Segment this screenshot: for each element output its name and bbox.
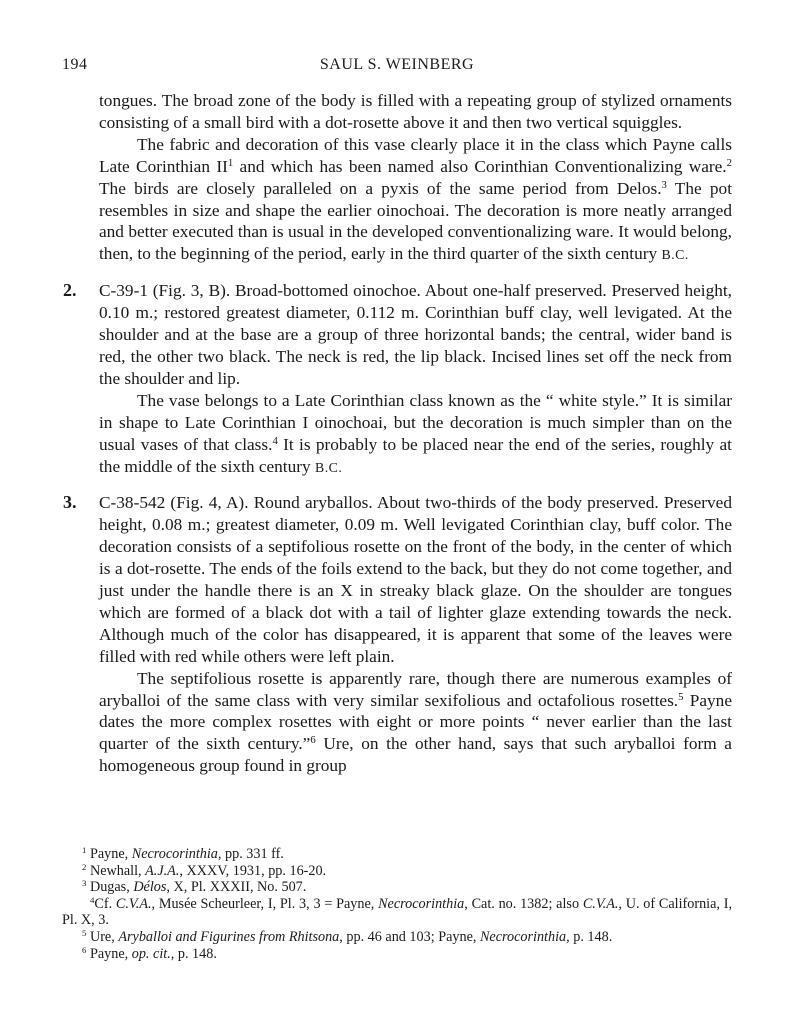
footnote-title: Necrocorinthia: [131, 846, 218, 862]
footnote-text: Payne,: [89, 846, 132, 862]
footnote-5: [62, 929, 732, 946]
footnote-title: C.V.A.: [115, 895, 152, 912]
footnote-number: 1: [82, 845, 87, 856]
era-abbreviation: B.C.: [314, 459, 343, 475]
paragraph-text: Ure, on the other hand, says that such aryballoi form a homogeneous group found in group: [99, 734, 732, 776]
footnote-ref[interactable]: 3: [661, 178, 667, 191]
footnote-text: , p. 148.: [170, 945, 217, 962]
footnote-text: , Musée Scheurleer, I, Pl. 3, 3 = Payne,: [151, 895, 379, 912]
paragraph-septifolious-rosette: [99, 668, 732, 778]
footnote-ref[interactable]: 4: [272, 434, 278, 447]
footnote-text: Ure,: [89, 928, 119, 945]
footnote-title: Aryballoi and Figurines from Rhitsona: [118, 928, 340, 945]
footnote-text: , X, Pl. XXXII, No. 507.: [166, 879, 307, 896]
era-abbreviation: B.C.: [661, 247, 689, 263]
footnote-number: 2: [82, 861, 87, 872]
footnote-title: op. cit.: [131, 945, 171, 962]
footnote-3: [62, 879, 732, 896]
paragraph-text: Payne dates the more complex rosettes with eight or more points “ never earlier than the last quarter of the sixth century.”: [99, 690, 732, 754]
footnote-text: , XXXV, 1931, pp. 16-20.: [179, 862, 327, 879]
footnote-ref[interactable]: 5: [678, 690, 684, 703]
footnote-ref[interactable]: 2: [726, 156, 732, 169]
footnote-ref[interactable]: 1: [227, 156, 234, 169]
paragraph-text: tongues. The broad zone of the body is filled with a repeating group of stylized ornaments consisting of a small bird with a dot-rosette above it and then two vertical squiggles.: [99, 91, 732, 132]
paragraph-text: The pot resembles in size and shape the earlier oinochoai. The decoration is more neatly arranged and better executed than is usual in the developed conventionalizing ware. It would belong, then, to the beginning of the period, early in the third quarter of the sixth century: [99, 178, 732, 264]
entry-number: 2.: [63, 280, 77, 301]
footnote-number: 6: [82, 944, 87, 955]
footnote-text: Dugas,: [89, 879, 134, 896]
footnote-4: [62, 896, 732, 929]
page-number: 194: [62, 56, 88, 73]
body-text: [63, 90, 732, 777]
page-header: [62, 56, 732, 80]
paragraph-continuation: [99, 90, 732, 134]
footnote-1: [62, 846, 732, 863]
catalog-entry-2: [63, 280, 732, 390]
footnote-title: Délos: [133, 879, 167, 896]
footnote-title: C.V.A.: [582, 895, 619, 912]
footnotes: [62, 846, 732, 962]
footnote-text: Payne,: [89, 945, 132, 962]
footnote-text: , pp. 331 ff.: [217, 846, 284, 862]
entry-text: C-39-1 (Fig. 3, B). Broad-bottomed oinochoe. About one-half preserved. Preserved height, 0.10 m.; restored greatest diameter, 0.112 m. Corinthian buff clay, well levigated. At the shoulder and at the base are a group of three horizontal bands; the central, wider band is red, the other two black. The neck is red, the lip black. Incised lines set off the neck from the shoulder and lip.: [99, 281, 732, 388]
footnote-6: [62, 946, 732, 963]
catalog-entry-3: [63, 492, 732, 667]
footnote-text: , Cat. no. 1382; also: [464, 895, 583, 912]
entry-number: 3.: [63, 492, 77, 513]
footnote-ref[interactable]: 6: [310, 734, 316, 747]
footnote-title: A.J.A.: [145, 862, 180, 879]
running-title: SAUL S. WEINBERG: [319, 56, 475, 73]
footnote-text: Cf.: [94, 895, 116, 912]
footnote-text: Newhall,: [89, 862, 146, 879]
footnote-title: Necrocorinthia: [479, 928, 567, 945]
paragraph-text: The vase belongs to a Late Corinthian class known as the “ white style.” It is similar in shape to Late Corinthian I oinochoai, but the decoration is much simpler than on the usual vases of that class.: [99, 390, 732, 454]
footnote-number: 4: [90, 894, 95, 905]
footnote-text: , p. 148.: [566, 928, 613, 945]
paragraph-text: The birds are closely paralleled on a pyxis of the same period from Delos.: [99, 178, 662, 198]
paragraph-text: The fabric and decoration of this vase clearly place it in the class which Payne calls Late Corinthian II: [99, 134, 732, 176]
footnote-text: , pp. 46 and 103; Payne,: [339, 928, 480, 945]
paragraph-text: and which has been named also Corinthian Conventionalizing ware.: [233, 156, 727, 176]
footnote-number: 5: [82, 928, 87, 939]
paragraph-text: It is probably to be placed near the end of the series, roughly at the middle of the sixth century: [99, 434, 732, 476]
footnote-title: Necrocorinthia: [378, 895, 465, 912]
entry-text: C-38-542 (Fig. 4, A). Round aryballos. About two-thirds of the body preserved. Preserved height, 0.08 m.; greatest diameter, 0.09 m. Well levigated Corinthian clay, buff color. The decoration consists of a septifolious rosette on the front of the body, in the center of which is a dot-rosette. The ends of the foils extend to the back, but they do not come together, and just under the handle there is an X in streaky black glaze. On the shoulder are tongues which are formed of a black dot with a tail of lighter glaze extending towards the neck. Although much of the color has disappeared, it is apparent that some of the leaves were filled with red while others were left plain.: [99, 493, 732, 666]
paragraph-white-style: [99, 390, 732, 479]
paragraph-text: The septifolious rosette is apparently rare, though there are numerous examples of aryballoi of the same class with very similar sexifolious and octafolious rosettes.: [99, 668, 732, 710]
footnote-text: , U. of California, I, Pl. X, 3.: [62, 895, 732, 929]
footnote-2: [62, 863, 732, 880]
footnote-number: 3: [82, 878, 87, 889]
paragraph-fabric-decoration: [99, 134, 732, 266]
